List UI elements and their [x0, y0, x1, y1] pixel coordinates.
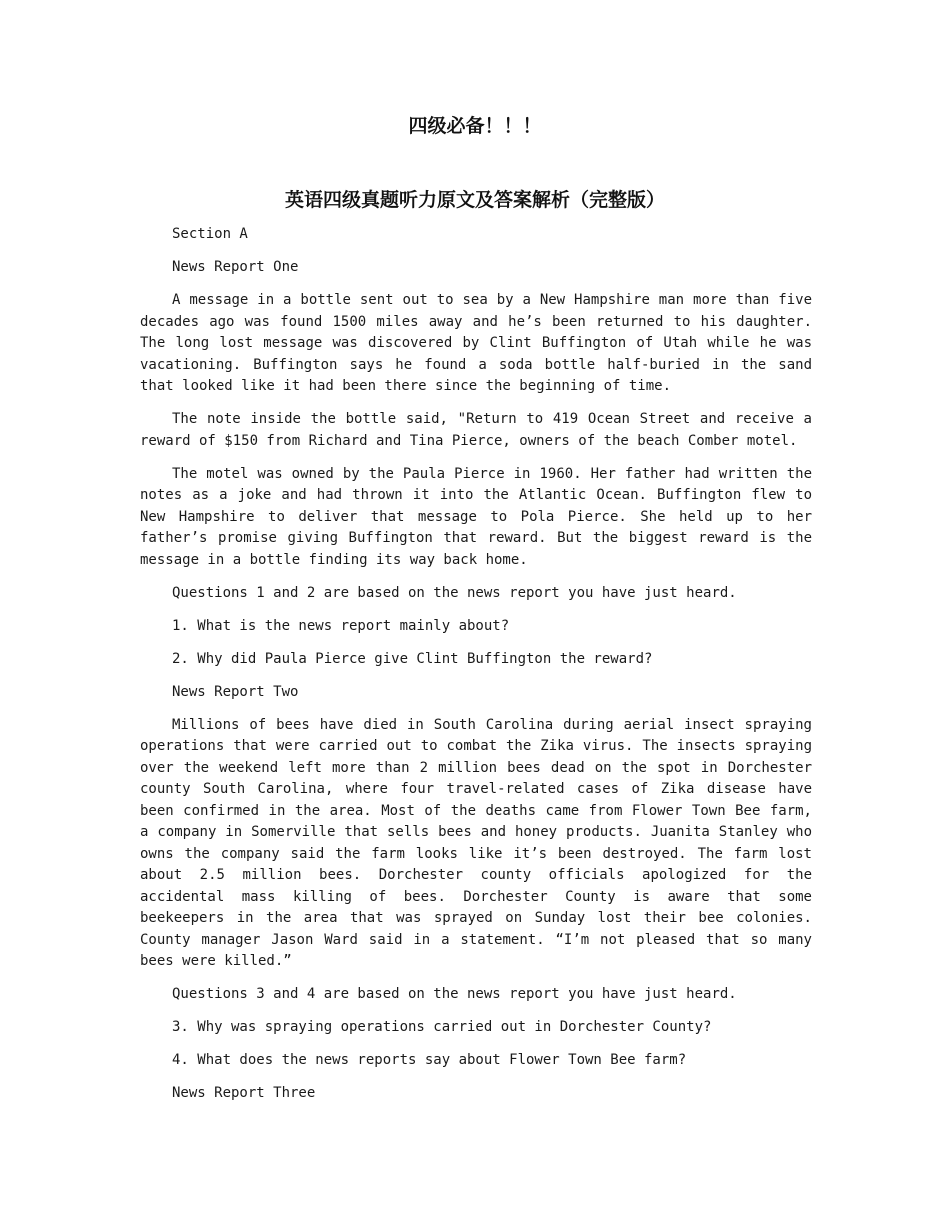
question-item: 4. What does the news reports say about Flower Town Bee farm? — [172, 1052, 687, 1068]
questions-intro: Questions 1 and 2 are based on the news report you have just heard. — [172, 584, 737, 601]
questions-intro: Questions 3 and 4 are based on the news report you have just heard. — [172, 986, 737, 1002]
document-subtitle: 英语四级真题听力原文及答案解析（完整版） — [284, 189, 665, 211]
document-title: 四级必备！！！ — [408, 115, 542, 137]
report-paragraph: A message in a bottle sent out to sea by a New Hampshire man more than five decades ago was found 1500 miles away and he’s been returned to his daughter. The long lost message was discovered by Clint Buffington of Utah while he was vacationing. Buffington says he found a soda bottle half-buried in the sand that looked like it had been there since the beginning of time. — [140, 292, 812, 394]
section-label: Section A — [172, 226, 248, 242]
report-heading: News Report One — [172, 259, 299, 275]
question-item: 3. Why was spraying operations carried out in Dorchester County? — [172, 1019, 712, 1035]
report-heading: News Report Three — [172, 1085, 316, 1101]
question-item: 2. Why did Paula Pierce give Clint Buffington the reward? — [172, 650, 653, 667]
question-item: 1. What is the news report mainly about? — [172, 617, 510, 634]
report-paragraph: Millions of bees have died in South Carolina during aerial insect spraying operations that were carried out to combat the Zika virus. The insects spraying over the weekend left more than 2 million bees dead on the spot in Dorchester county South Carolina, where four travel-related cases of Zika disease have been confirmed in the area. Most of the deaths came from Flower Town Bee farm, a company in Somerville that sells bees and honey products. Juanita Stanley who owns the company said the farm looks like it’s been destroyed. The farm lost about 2.5 million bees. Dorchester county officials apologized for the accidental mass killing of bees. Dorchester County is aware that some beekeepers in the area that was sprayed on Sunday lost their bee colonies. County manager Jason Ward said in a statement. “I’m not pleased that so many bees were killed.” — [140, 716, 812, 969]
report-paragraph: The motel was owned by the Paula Pierce in 1960. Her father had written the notes as a joke and had thrown it into the Atlantic Ocean. Buffington flew to New Hampshire to deliver that message to Pola Pierce. She held up to her father’s promise giving Buffington that reward. But the biggest reward is the message in a bottle finding its way back home. — [140, 465, 812, 568]
report-paragraph: The note inside the bottle said, "Return to 419 Ocean Street and receive a reward of $150 from Richard and Tina Pierce, owners of the beach Comber motel. — [140, 411, 812, 449]
document-body — [140, 224, 812, 1116]
report-heading: News Report Two — [172, 683, 299, 700]
